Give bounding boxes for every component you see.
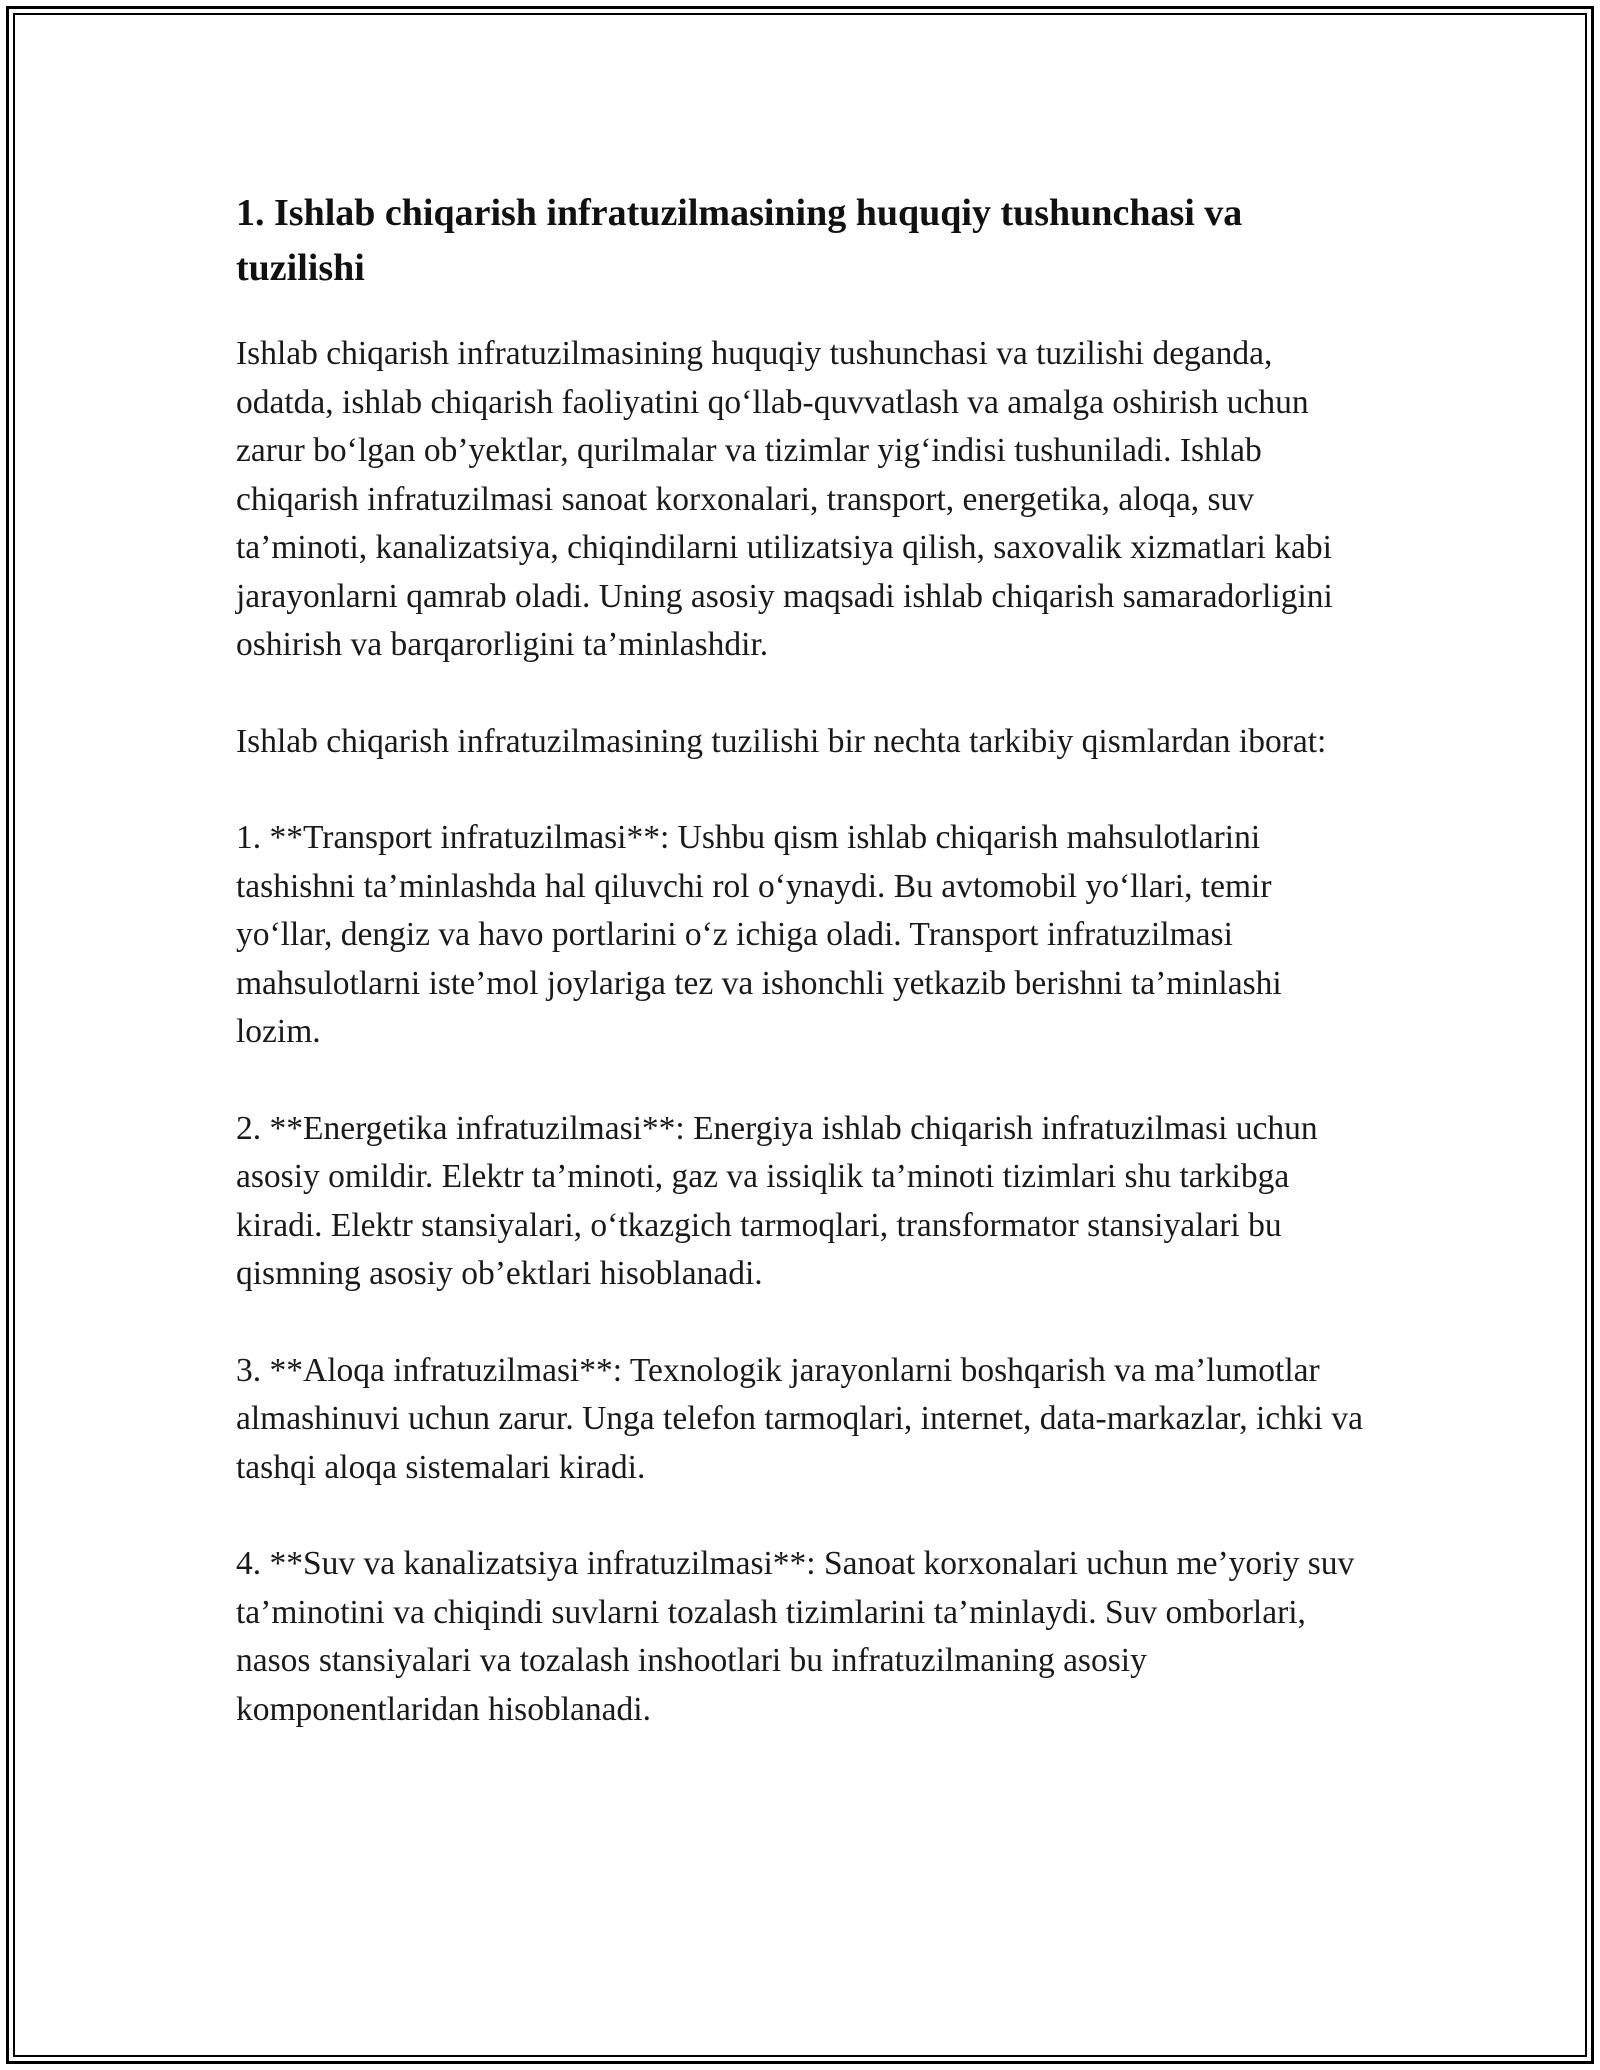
list-item-communication: 3. **Aloqa infratuzilmasi**: Texnologik jarayonlarni boshqarish va ma’lumotlar almashinuvi uchun zarur. Unga telefon tarmoqlari, internet, data-markazlar, ichki va tashqi aloqa sistemalari kiradi.	[236, 1351, 1363, 1486]
document-body	[236, 186, 1366, 1782]
structure-intro-paragraph: Ishlab chiqarish infratuzilmasining tuzilishi bir nechta tarkibiy qismlardan iborat:	[236, 722, 1327, 760]
section-heading: 1. Ishlab chiqarish infratuzilmasining huquqiy tushunchasi va tuzilishi	[236, 192, 1243, 289]
intro-paragraph: Ishlab chiqarish infratuzilmasining huquqiy tushunchasi va tuzilishi deganda, odatda, ishlab chiqarish faoliyatini qo‘llab-quvvatlash va amalga oshirish uchun zarur bo‘lgan ob’yektlar, qurilmalar va tizimlar yig‘indisi tushuniladi. Ishlab chiqarish infratuzilmasi sanoat korxonalari, transport, energetika, aloqa, suv ta’minoti, kanalizatsiya, chiqindilarni utilizatsiya qilish, saxovalik xizmatlari kabi jarayonlarni qamrab oladi. Uning asosiy maqsadi ishlab chiqarish samaradorligini oshirish va barqarorligini ta’minlashdir.	[236, 335, 1333, 663]
list-item-water: 4. **Suv va kanalizatsiya infratuzilmasi**: Sanoat korxonalari uchun me’yoriy suv ta’minotini va chiqindi suvlarni tozalash tizimlarini ta’minlaydi. Suv omborlari, nasos stansiyalari va tozalash inshootlari bu infratuzilmaning asosiy komponentlaridan hisoblanadi.	[236, 1545, 1355, 1728]
list-item-transport: 1. **Transport infratuzilmasi**: Ushbu qism ishlab chiqarish mahsulotlarini tashishni ta’minlashda hal qiluvchi rol o‘ynaydi. Bu avtomobil yo‘llari, temir yo‘llar, dengiz va havo portlarini o‘z ichiga oladi. Transport infratuzilmasi mahsulotlarni iste’mol joylariga tez va ishonchli yetkazib berishni ta’minlashi lozim.	[236, 819, 1282, 1050]
list-item-energy: 2. **Energetika infratuzilmasi**: Energiya ishlab chiqarish infratuzilmasi uchun asosiy omildir. Elektr ta’minoti, gaz va issiqlik ta’minoti tizimlari shu tarkibga kiradi. Elektr stansiyalari, o‘tkazgich tarmoqlari, transformator stansiyalari bu qismning asosiy ob’ektlari hisoblanadi.	[236, 1109, 1318, 1292]
